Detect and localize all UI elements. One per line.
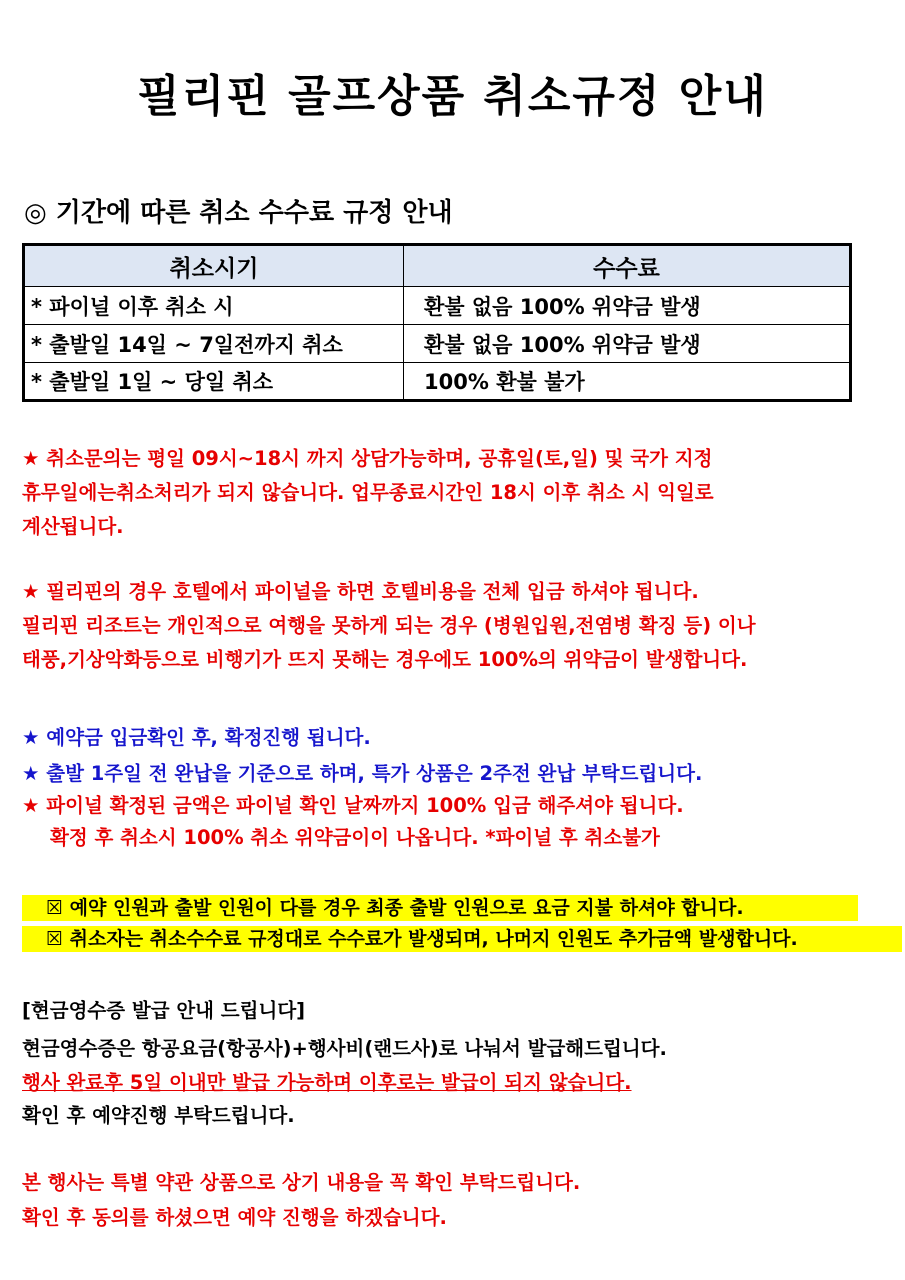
deposit-notice: ★ 예약금 입금확인 후, 확정진행 됩니다. (22, 726, 371, 749)
period-cell: * 출발일 1일 ~ 당일 취소 (24, 363, 404, 401)
closing-line: 본 행사는 특별 약관 상품으로 상기 내용을 꼭 확인 부탁드립니다. (22, 1171, 581, 1194)
receipt-deadline: 행사 완료후 5일 이내만 발급 가능하며 이후로는 발급이 되지 않습니다. (22, 1071, 632, 1094)
closing-line: 확인 후 동의를 하셨으면 예약 진행을 하겠습니다. (22, 1206, 447, 1229)
receipt-heading: [현금영수증 발급 안내 드립니다] (22, 999, 306, 1022)
section-heading: ◎ 기간에 따른 취소 수수료 규정 안내 (24, 198, 453, 228)
final-amount-notice-detail: 확정 후 취소시 100% 취소 위약금이이 나옵니다. *파이널 후 취소불가 (50, 826, 660, 849)
cancellation-fee-table (22, 243, 852, 402)
highlight-notice: ☒ 예약 인원과 출발 인원이 다를 경우 최종 출발 인원으로 요금 지불 하셔야 합니다. (22, 895, 858, 921)
full-payment-notice: ★ 출발 1주일 전 완납을 기준으로 하며, 특가 상품은 2주전 완납 부탁드립니다. (22, 762, 703, 785)
philippines-notice: ★ 필리핀의 경우 호텔에서 파이널을 하면 호텔비용을 전체 입금 하셔야 됩니다. 필리핀 리조트는 개인적으로 여행을 못하게 되는 경우 (병원입원,전염병 확징 등) 이나 태풍,기상악화등으로 비행기가 뜨지 못해는 경우에도 100%의 위약금이 발생합니다. (22, 580, 756, 671)
column-header-period: 취소시기 (24, 245, 404, 287)
highlight-notice: ☒ 취소자는 취소수수료 규정대로 수수료가 발생되며, 나머지 인원도 추가금액 발생합니다. (22, 926, 902, 952)
fee-cell: 환불 없음 100% 위약금 발생 (404, 325, 851, 363)
receipt-confirm: 확인 후 예약진행 부탁드립니다. (22, 1104, 295, 1127)
table-row (24, 363, 851, 401)
table-header-row (24, 245, 851, 287)
fee-cell: 환불 없음 100% 위약금 발생 (404, 287, 851, 325)
table-row (24, 325, 851, 363)
column-header-fee: 수수료 (404, 245, 851, 287)
period-cell: * 출발일 14일 ~ 7일전까지 취소 (24, 325, 404, 363)
inquiry-notice: ★ 취소문의는 평일 09시~18시 까지 상담가능하며, 공휴일(토,일) 및 국가 지정 휴무일에는취소처리가 되지 않습니다. 업무종료시간인 18시 이후 취소 시 익일로 계산됩니다. (22, 447, 714, 538)
period-cell: * 파이널 이후 취소 시 (24, 287, 404, 325)
table-row (24, 287, 851, 325)
fee-cell: 100% 환불 불가 (404, 363, 851, 401)
page-title: 필리핀 골프상품 취소규정 안내 (137, 71, 768, 122)
final-amount-notice: ★ 파이널 확정된 금액은 파이널 확인 날짜까지 100% 입금 해주셔야 됩니다. (22, 794, 684, 817)
receipt-info: 현금영수증은 항공요금(항공사)+행사비(랜드사)로 나눠서 발급해드립니다. (22, 1037, 667, 1060)
